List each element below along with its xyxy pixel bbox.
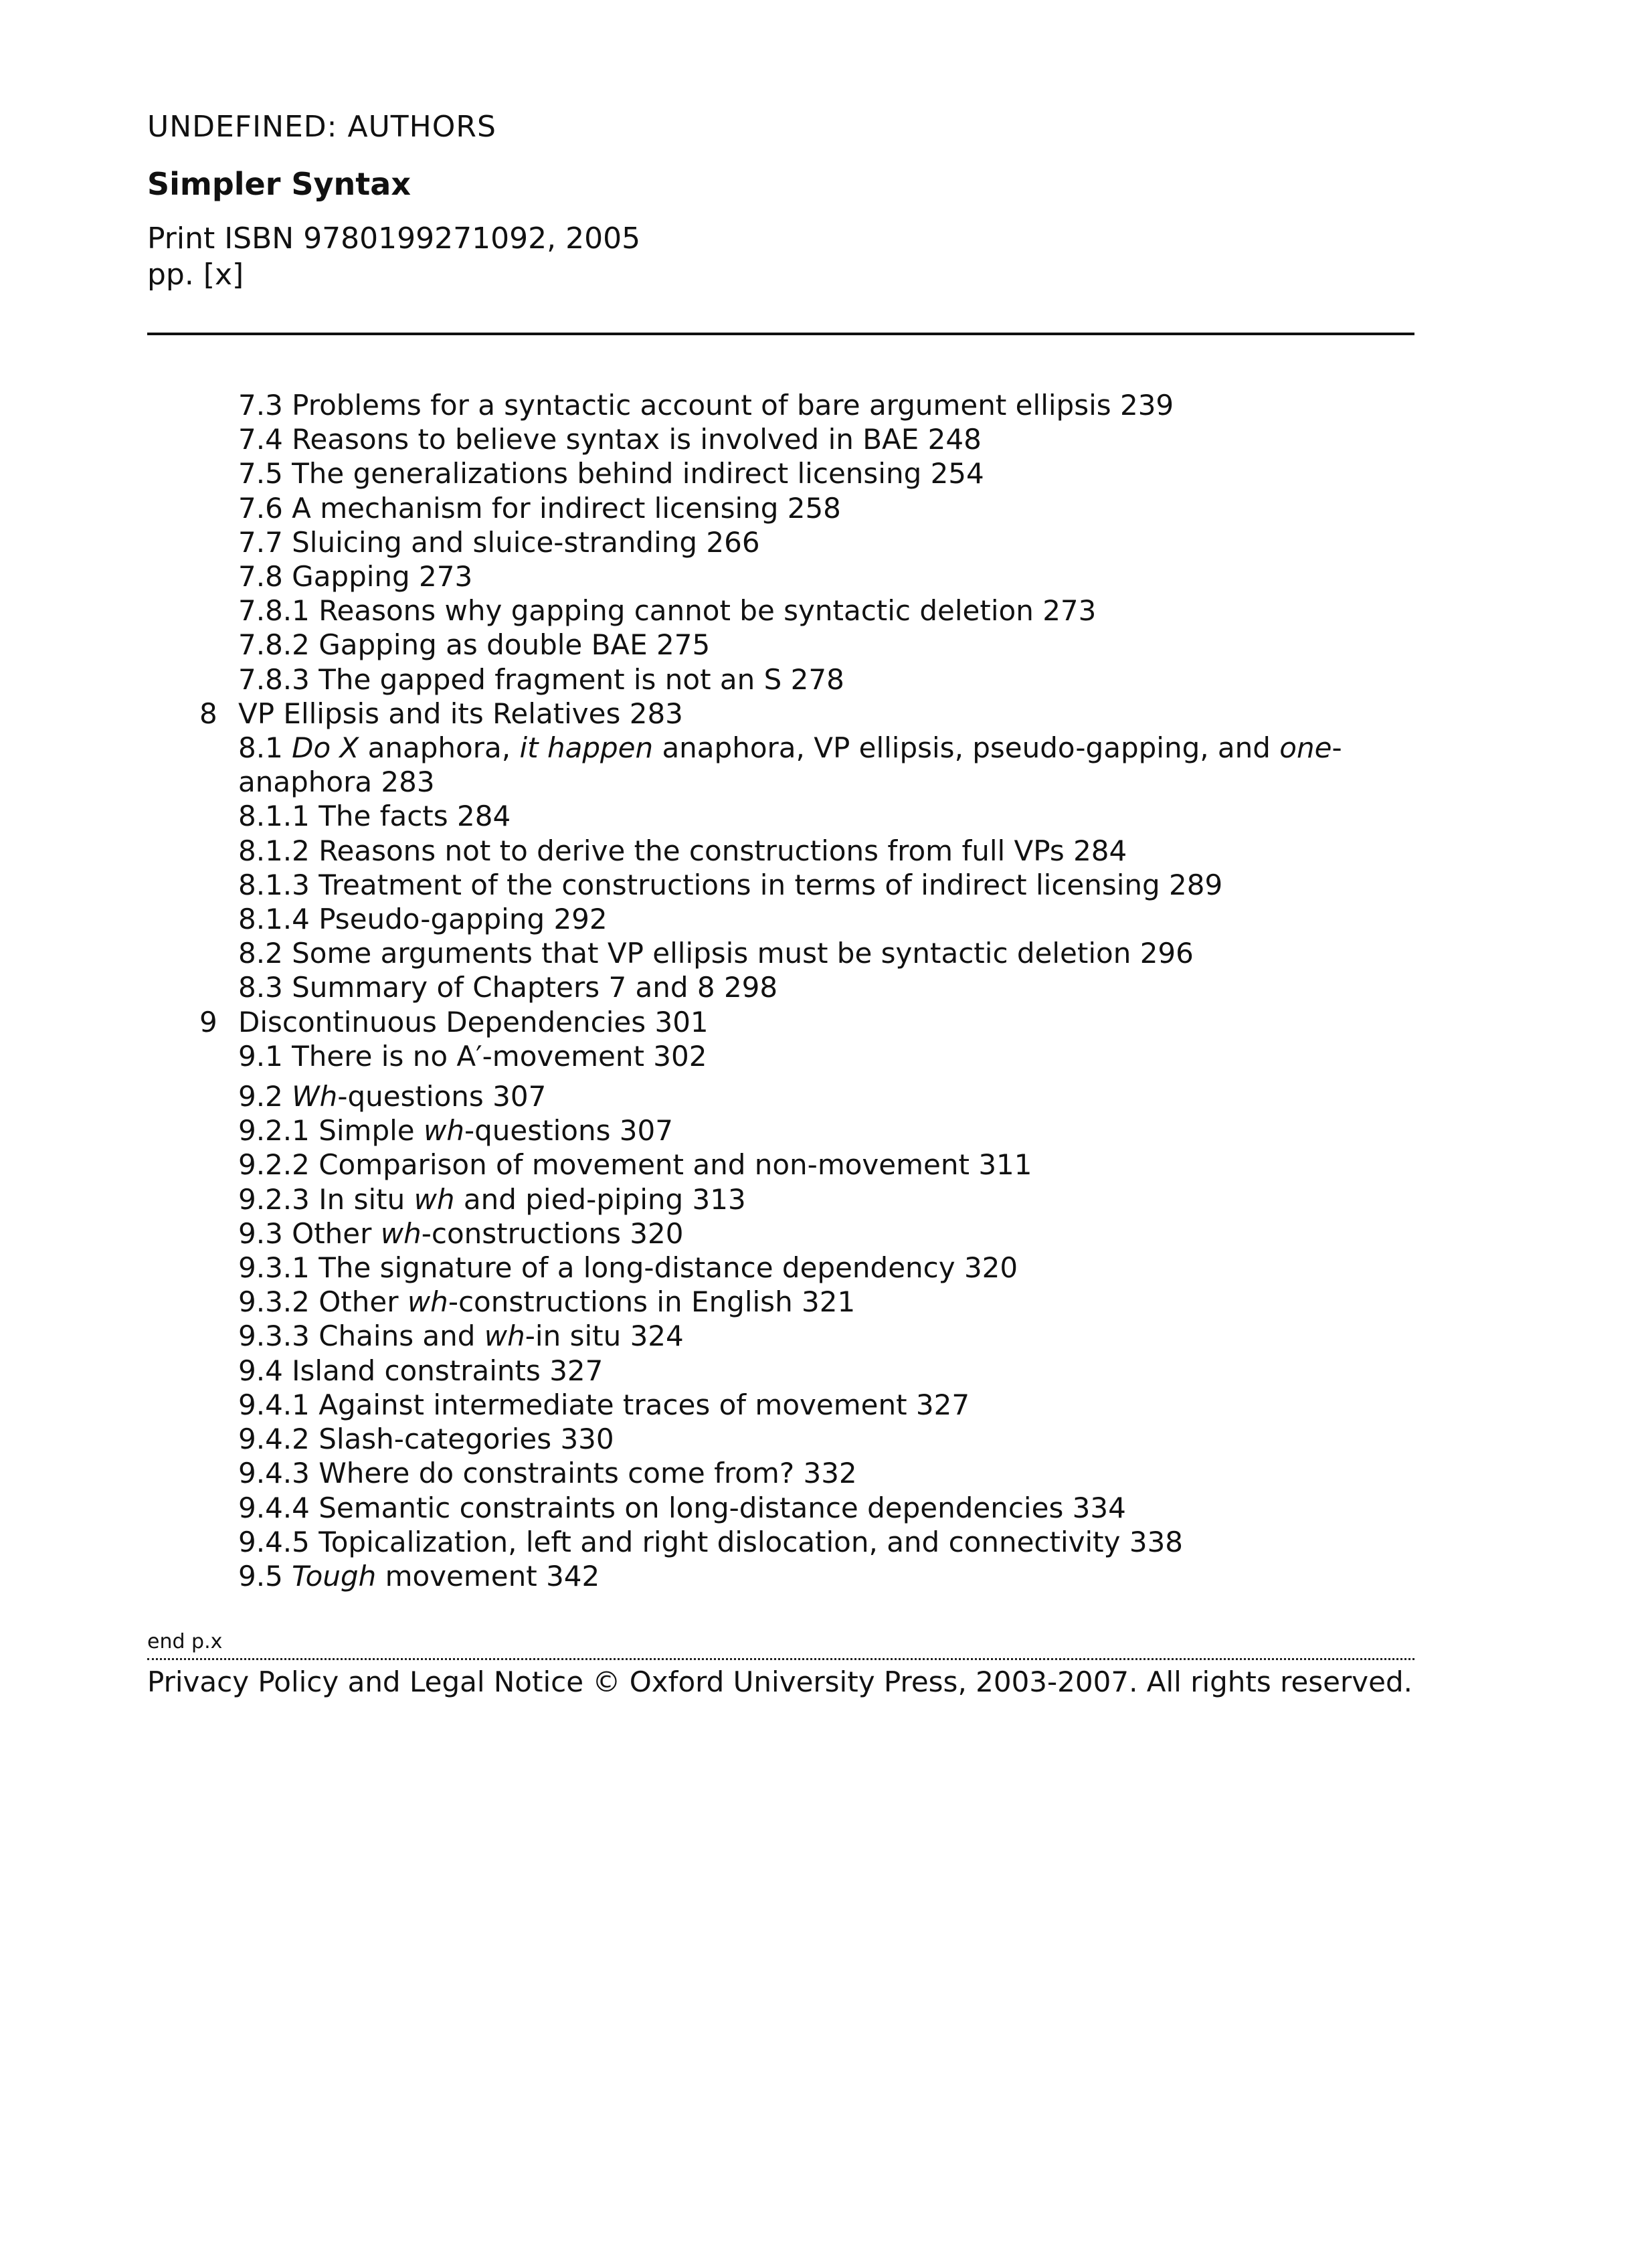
toc-chapter-number: 8 xyxy=(199,697,217,730)
toc-text: 8.1.2 Reasons not to derive the constructions from full VPs 284 xyxy=(238,834,1127,867)
toc-text: -questions 307 xyxy=(337,1080,547,1113)
toc-text: 7.8.3 The gapped fragment is not an S 278 xyxy=(238,662,844,696)
toc-text: 7.8.1 Reasons why gapping cannot be syntactic deletion 273 xyxy=(238,594,1097,628)
toc-text: 7.3 Problems for a syntactic account of bare argument ellipsis 239 xyxy=(238,389,1174,422)
toc-section-entry xyxy=(0,628,1652,662)
footer-divider xyxy=(147,1658,1414,1660)
toc-section-entry xyxy=(0,491,1652,525)
toc-section-entry xyxy=(0,456,1652,490)
toc-section-entry xyxy=(0,1039,1652,1073)
toc-section-entry xyxy=(0,1525,1652,1559)
toc-text: 8.1 xyxy=(238,731,292,765)
toc-text: 9.4.3 Where do constraints come from? 332 xyxy=(238,1457,857,1490)
header-divider xyxy=(147,333,1414,335)
toc-section-entry xyxy=(0,1456,1652,1490)
toc-italic-text: Tough xyxy=(292,1559,377,1593)
toc-section-entry xyxy=(0,834,1652,868)
toc-text: -anaphora 283 xyxy=(238,731,1342,799)
toc-section-entry xyxy=(0,662,1652,697)
toc-text: 9.2.2 Comparison of movement and non-movement 311 xyxy=(238,1148,1032,1182)
book-title: Simpler Syntax xyxy=(147,166,411,202)
toc-section-entry xyxy=(0,422,1652,456)
toc-section-entry xyxy=(0,1319,1652,1353)
toc-section-entry xyxy=(0,799,1652,833)
toc-section-entry xyxy=(0,936,1652,970)
toc-italic-text: wh xyxy=(423,1114,464,1148)
toc-text: 9.1 There is no A′-movement 302 xyxy=(238,1039,707,1073)
toc-text: 8.1.3 Treatment of the constructions in terms of indirect licensing 289 xyxy=(238,868,1223,901)
toc-section-entry xyxy=(0,1422,1652,1456)
toc-text: -in situ 324 xyxy=(525,1320,684,1353)
toc-italic-text: wh xyxy=(380,1216,422,1250)
toc-text: 9.4.4 Semantic constraints on long-distance dependencies 334 xyxy=(238,1491,1126,1524)
toc-text: 8.3 Summary of Chapters 7 and 8 298 xyxy=(238,971,778,1004)
toc-chapter-entry xyxy=(0,1005,1652,1039)
toc-text: 9.4.2 Slash-categories 330 xyxy=(238,1423,614,1456)
toc-text: 8.1.4 Pseudo-gapping 292 xyxy=(238,903,608,936)
toc-italic-text: wh xyxy=(414,1182,455,1216)
toc-text: 9.2.3 In situ xyxy=(238,1182,414,1216)
toc-text: 9.3.1 The signature of a long-distance dependency 320 xyxy=(238,1251,1018,1285)
header-authors: UNDEFINED: AUTHORS xyxy=(147,110,496,144)
toc-section-entry xyxy=(0,1388,1652,1422)
toc-text: 9.2 xyxy=(238,1080,292,1113)
toc-text: Discontinuous Dependencies 301 xyxy=(238,1005,709,1038)
toc-text: 7.7 Sluicing and sluice-stranding 266 xyxy=(238,525,760,559)
toc-section-entry xyxy=(0,388,1652,422)
toc-italic-text: wh xyxy=(407,1285,448,1319)
toc-text: 9.3 Other xyxy=(238,1216,381,1250)
toc-text: anaphora, VP ellipsis, pseudo-gapping, and xyxy=(653,731,1280,765)
toc-text: 8.1.1 The facts 284 xyxy=(238,800,511,833)
toc-text: VP Ellipsis and its Relatives 283 xyxy=(238,697,683,730)
toc-section-entry xyxy=(0,1216,1652,1251)
toc-chapter-number: 9 xyxy=(199,1005,217,1038)
end-page-marker: end p.x xyxy=(147,1630,223,1653)
toc-text: and pied-piping 313 xyxy=(454,1182,746,1216)
toc-section-entry xyxy=(0,1182,1652,1216)
toc-text: 9.3.3 Chains and xyxy=(238,1320,484,1353)
toc-section-entry xyxy=(0,970,1652,1004)
toc-section-entry xyxy=(0,868,1652,902)
toc-text: 9.4.5 Topicalization, left and right dislocation, and connectivity 338 xyxy=(238,1525,1184,1558)
toc-section-entry xyxy=(0,1148,1652,1182)
toc-section-entry xyxy=(0,525,1652,559)
page-range: pp. [x] xyxy=(147,258,244,292)
toc-section-entry xyxy=(0,731,1652,799)
toc-text: 7.8.2 Gapping as double BAE 275 xyxy=(238,628,711,662)
toc-text: anaphora, xyxy=(359,731,520,765)
toc-text: 7.5 The generalizations behind indirect licensing 254 xyxy=(238,457,984,490)
toc-text: 8.2 Some arguments that VP ellipsis must be syntactic deletion 296 xyxy=(238,937,1194,970)
toc-section-entry xyxy=(0,559,1652,594)
toc-text: 7.4 Reasons to believe syntax is involved in BAE 248 xyxy=(238,423,982,456)
toc-section-entry xyxy=(0,1251,1652,1285)
toc-section-entry xyxy=(0,1285,1652,1319)
toc-section-entry xyxy=(0,902,1652,936)
toc-text: movement 342 xyxy=(376,1559,600,1593)
print-isbn: Print ISBN 9780199271092, 2005 xyxy=(147,221,641,256)
toc-italic-text: it happen xyxy=(519,731,654,765)
legal-notice: Privacy Policy and Legal Notice © Oxford University Press, 2003-2007. All rights reserved. xyxy=(147,1665,1412,1698)
toc-text: -constructions in English 321 xyxy=(448,1285,856,1319)
toc-chapter-entry xyxy=(0,697,1652,731)
toc-section-entry xyxy=(0,1559,1652,1593)
toc-section-entry xyxy=(0,1113,1652,1148)
toc-text: 9.2.1 Simple xyxy=(238,1114,424,1148)
toc-text: 9.4.1 Against intermediate traces of movement 327 xyxy=(238,1388,970,1421)
table-of-contents xyxy=(0,388,1652,1593)
toc-section-entry xyxy=(0,594,1652,628)
toc-italic-text: wh xyxy=(484,1320,525,1353)
toc-italic-text: Do X xyxy=(292,731,359,765)
toc-text: -constructions 320 xyxy=(421,1216,684,1250)
toc-text: 9.3.2 Other xyxy=(238,1285,407,1319)
toc-section-entry xyxy=(0,1354,1652,1388)
toc-section-entry xyxy=(0,1079,1652,1113)
toc-text: 7.8 Gapping 273 xyxy=(238,560,473,594)
toc-text: 9.5 xyxy=(238,1559,292,1593)
toc-italic-text: one xyxy=(1279,731,1332,765)
toc-text: -questions 307 xyxy=(464,1114,673,1148)
toc-text: 7.6 A mechanism for indirect licensing 258 xyxy=(238,491,841,525)
toc-italic-text: Wh xyxy=(292,1080,338,1113)
toc-text: 9.4 Island constraints 327 xyxy=(238,1354,604,1387)
toc-section-entry xyxy=(0,1491,1652,1525)
